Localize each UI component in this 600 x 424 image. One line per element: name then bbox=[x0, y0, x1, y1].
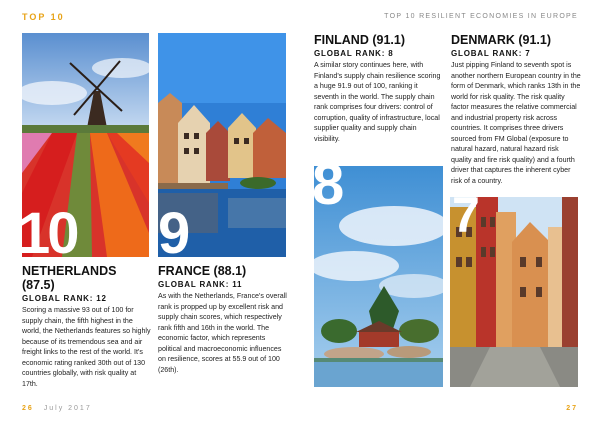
entry-rank: GLOBAL RANK: 7 bbox=[451, 49, 531, 58]
footer-left bbox=[22, 405, 92, 412]
page-number-right: 27 bbox=[566, 405, 578, 412]
entry-rank: GLOBAL RANK: 12 bbox=[22, 294, 107, 303]
entry-title: FINLAND (91.1) bbox=[314, 33, 405, 47]
entry-number-8: 8 bbox=[312, 152, 342, 217]
entry-denmark bbox=[451, 33, 581, 186]
entry-body: As with the Netherlands, France’s overall rank is propped up by excellent risk and supply chain scores, which respectively rank fifth and 16th in the world. The economic factor, which represents political and macroeconomic influences on resilience, scores at 55.9 out of 100 (26th). bbox=[158, 292, 287, 374]
entry-title: DENMARK (91.1) bbox=[451, 33, 552, 47]
entry-number-10: 10 bbox=[18, 201, 77, 266]
footer-right bbox=[566, 405, 578, 412]
entry-body: Scoring a massive 93 out of 100 for supply chain, the fifth highest in the world, the Netherlands features so highly because of its tremendous sea and air freight links to the rest of the world. It’s economic rating ranked 30th out of 130 countries globally, with risk quality at 17th. bbox=[22, 306, 151, 388]
entry-number-7: 7 bbox=[452, 187, 477, 243]
entry-number-9: 9 bbox=[158, 201, 188, 266]
running-title: TOP 10 RESILIENT ECONOMIES IN EUROPE bbox=[384, 13, 578, 20]
entry-title: NETHERLANDS (87.5) bbox=[22, 264, 117, 292]
entry-body: A similar story continues here, with Finland’s supply chain resilience scoring a huge 91.9 out of 100, ranking it seventh in the world. The supply chain rank comprises four drivers: control of corruption, quality of infrastructure, local supplier quality and supply chain visibility. bbox=[314, 61, 441, 143]
issue-date: July 2017 bbox=[43, 405, 92, 412]
entry-body: Just pipping Finland to seventh spot is another northern European country in the form of Denmark, which ranks 13th in the world for risk quality. The risk quality factor measures the relative commercial and industrial property risk across countries. It comprises three drivers sourced from FM Global (exposure to natural hazard, natural hazard risk quality and fire risk quality) and a fourth driver that captures the inherent cyber risk of a country. bbox=[451, 61, 581, 185]
entry-france bbox=[158, 264, 288, 375]
page-number-left: 26 bbox=[22, 405, 34, 412]
entry-finland bbox=[314, 33, 444, 144]
entry-rank: GLOBAL RANK: 8 bbox=[314, 49, 394, 58]
entry-rank: GLOBAL RANK: 11 bbox=[158, 280, 243, 289]
section-label: TOP 10 bbox=[22, 12, 65, 22]
entry-netherlands bbox=[22, 264, 152, 389]
entry-title: FRANCE (88.1) bbox=[158, 264, 247, 278]
